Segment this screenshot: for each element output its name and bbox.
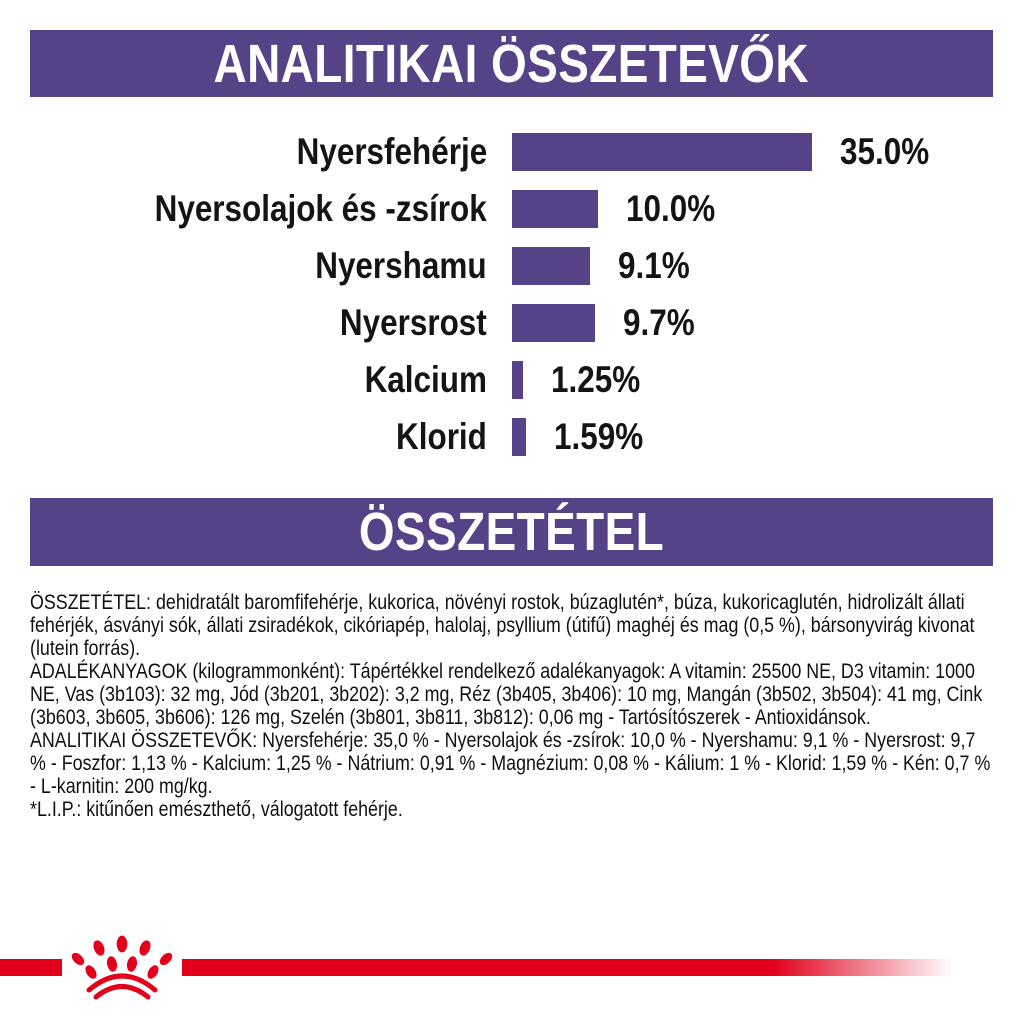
chart-row xyxy=(0,418,1024,456)
analytical-constituents-banner xyxy=(30,30,993,97)
bar-category-label: Kalcium xyxy=(364,359,487,400)
analytical-banner-title: ANALITIKAI ÖSSZETEVŐK xyxy=(213,33,810,94)
bar-category-label: Nyersrost xyxy=(340,302,487,343)
bar-value-label: 35.0% xyxy=(840,131,930,172)
bar-category-label: Nyersfehérje xyxy=(296,131,487,172)
bar xyxy=(512,133,812,171)
analytical-constituents-paragraph: ANALITIKAI ÖSSZETEVŐK: Nyersfehérje: 35,0 % - Nyersolajok és -zsírok: 10,0 % - Nyershamu: 9,1 % - Nyersrost: 9,7 % - Foszfor: 1,13 % - Kalcium: 1,25 % - Nátrium: 0,91 % - Magnézium: 0,08 % - Kálium: 1 % - Klorid: 1,59 % - Kén: 0,7 % - L-karnitin: 200 mg/kg. xyxy=(30,729,991,798)
additives-paragraph: ADALÉKANYAGOK (kilogrammonként): Tápértékkel rendelkező adalékanyagok: A vitamin: 25500 NE, D3 vitamin: 1000 NE, Vas (3b103): 32 mg, Jód (3b201, 3b202): 3,2 mg, Réz (3b405, 3b406): 10 mg, Mangán (3b502, 3b504): 41 mg, Cink (3b603, 3b605, 3b606): 126 mg, Szelén (3b801, 3b811, 3b812): 0,06 mg - Tartósítószerek - Antioxidánsok. xyxy=(30,660,983,729)
bar-value-label: 1.25% xyxy=(551,359,641,400)
chart-row xyxy=(0,190,1024,228)
composition-banner-title: ÖSSZETÉTEL xyxy=(358,502,665,562)
bar-value-label: 10.0% xyxy=(626,188,716,229)
bar-category-label: Nyersolajok és -zsírok xyxy=(154,188,487,229)
chart-row xyxy=(0,361,1024,399)
bar xyxy=(512,304,595,342)
bar xyxy=(512,361,523,399)
royal-canin-crown-paw-logo xyxy=(69,934,175,1006)
bar xyxy=(512,190,598,228)
composition-paragraph: ÖSSZETÉTEL: dehidratált baromfifehérje, kukorica, növényi rostok, búzaglutén*, búza, kukoricaglutén, hidrolizált állati fehérjék, ásványi sók, állati zsiradékok, cikóriapép, halolaj, psyllium (útifű) maghéj és mag (0,5 %), bársonyvirág kivonat (lutein forrás). xyxy=(30,591,975,660)
bar-category-label: Klorid xyxy=(396,416,487,457)
bar-value-label: 9.1% xyxy=(618,245,690,286)
lip-footnote: *L.I.P.: kitűnően emészthető, válogatott fehérje. xyxy=(30,798,403,821)
bar xyxy=(512,418,526,456)
bar xyxy=(512,247,590,285)
bar-value-label: 9.7% xyxy=(623,302,695,343)
chart-row xyxy=(0,133,1024,171)
bar-value-label: 1.59% xyxy=(554,416,644,457)
composition-banner xyxy=(30,498,993,566)
chart-row xyxy=(0,247,1024,285)
composition-text-block xyxy=(30,591,993,821)
analytical-constituents-bar-chart xyxy=(0,133,1024,475)
chart-row xyxy=(0,304,1024,342)
bar-category-label: Nyershamu xyxy=(315,245,487,286)
